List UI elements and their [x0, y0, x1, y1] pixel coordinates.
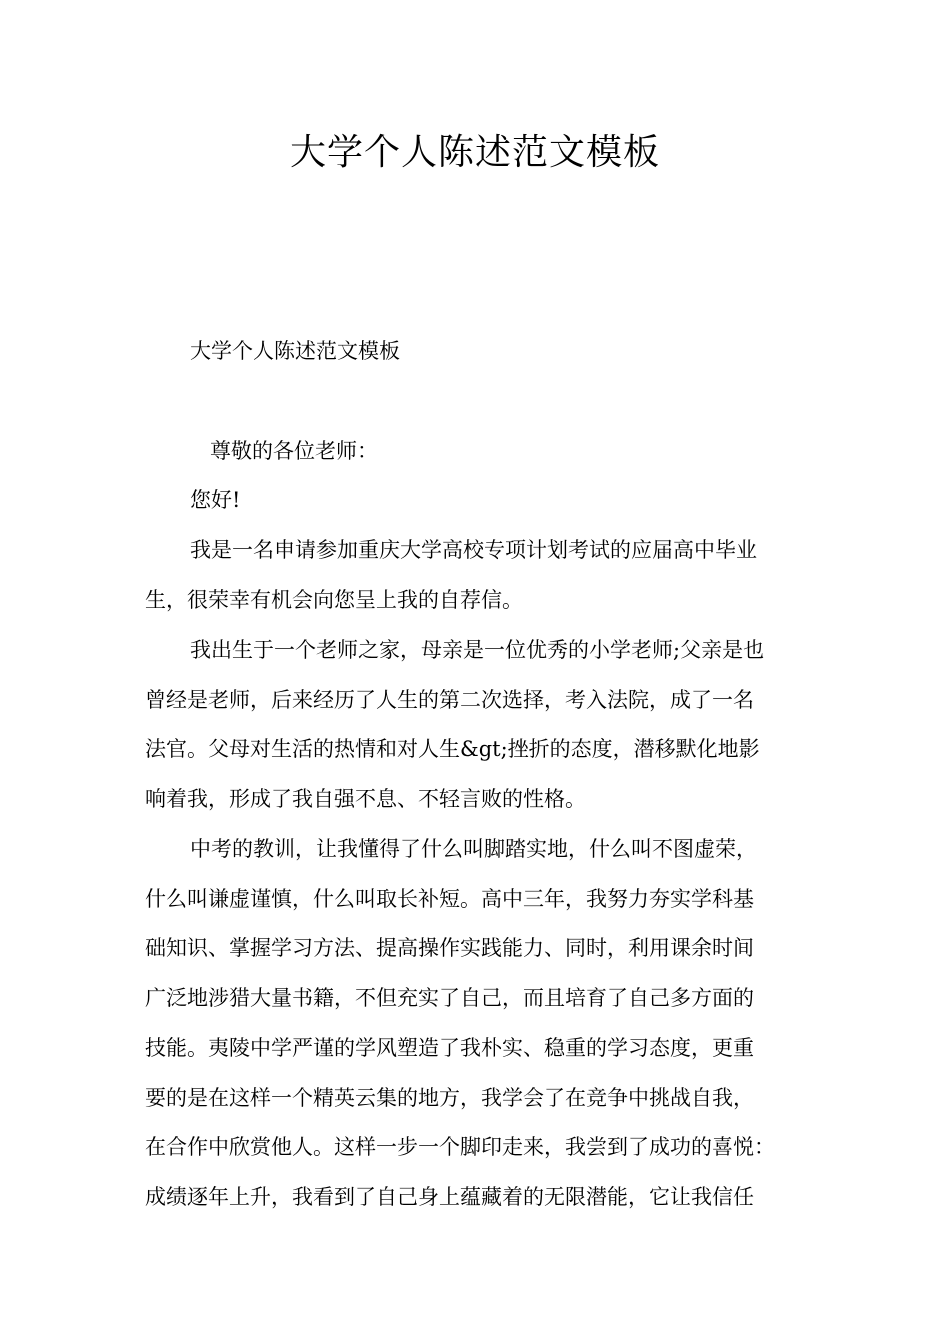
document-subtitle: 大学个人陈述范文模板 [190, 339, 400, 363]
paragraph-line: 技能。夷陵中学严谨的学风塑造了我朴实、稳重的学习态度，更重 [145, 1036, 754, 1060]
paragraph-line: 广泛地涉猎大量书籍，不但充实了自己，而且培育了自己多方面的 [145, 986, 754, 1010]
paragraph-line: 什么叫谦虚谨慎，什么叫取长补短。高中三年，我努力夯实学科基 [145, 887, 754, 911]
paragraph-line: 我出生于一个老师之家，母亲是一位优秀的小学老师;父亲是也 [190, 638, 765, 662]
paragraph-line: 础知识、掌握学习方法、提高操作实践能力、同时，利用课余时间 [145, 936, 754, 960]
paragraph-line: 中考的教训，让我懂得了什么叫脚踏实地，什么叫不图虚荣， [190, 837, 757, 861]
document-title: 大学个人陈述范文模板 [289, 132, 660, 173]
paragraph-line: 我是一名申请参加重庆大学高校专项计划考试的应届高中毕业 [190, 538, 757, 562]
paragraph-line: 成绩逐年上升，我看到了自己身上蕴藏着的无限潜能，它让我信任 [145, 1185, 754, 1209]
greeting-line: 尊敬的各位老师： [210, 439, 378, 463]
paragraph-line: 在合作中欣赏他人。这样一步一个脚印走来，我尝到了成功的喜悦： [145, 1135, 775, 1159]
salutation-line: 您好! [190, 488, 241, 512]
paragraph-line: 要的是在这样一个精英云集的地方，我学会了在竞争中挑战自我， [145, 1086, 754, 1110]
paragraph-line: 生，很荣幸有机会向您呈上我的自荐信。 [145, 588, 523, 612]
paragraph-line: 法官。父母对生活的热情和对人生&gt;挫折的态度，潜移默化地影 [145, 737, 760, 761]
paragraph-line: 曾经是老师，后来经历了人生的第二次选择，考入法院，成了一名 [145, 688, 754, 712]
paragraph-line: 响着我，形成了我自强不息、不轻言败的性格。 [145, 787, 586, 811]
